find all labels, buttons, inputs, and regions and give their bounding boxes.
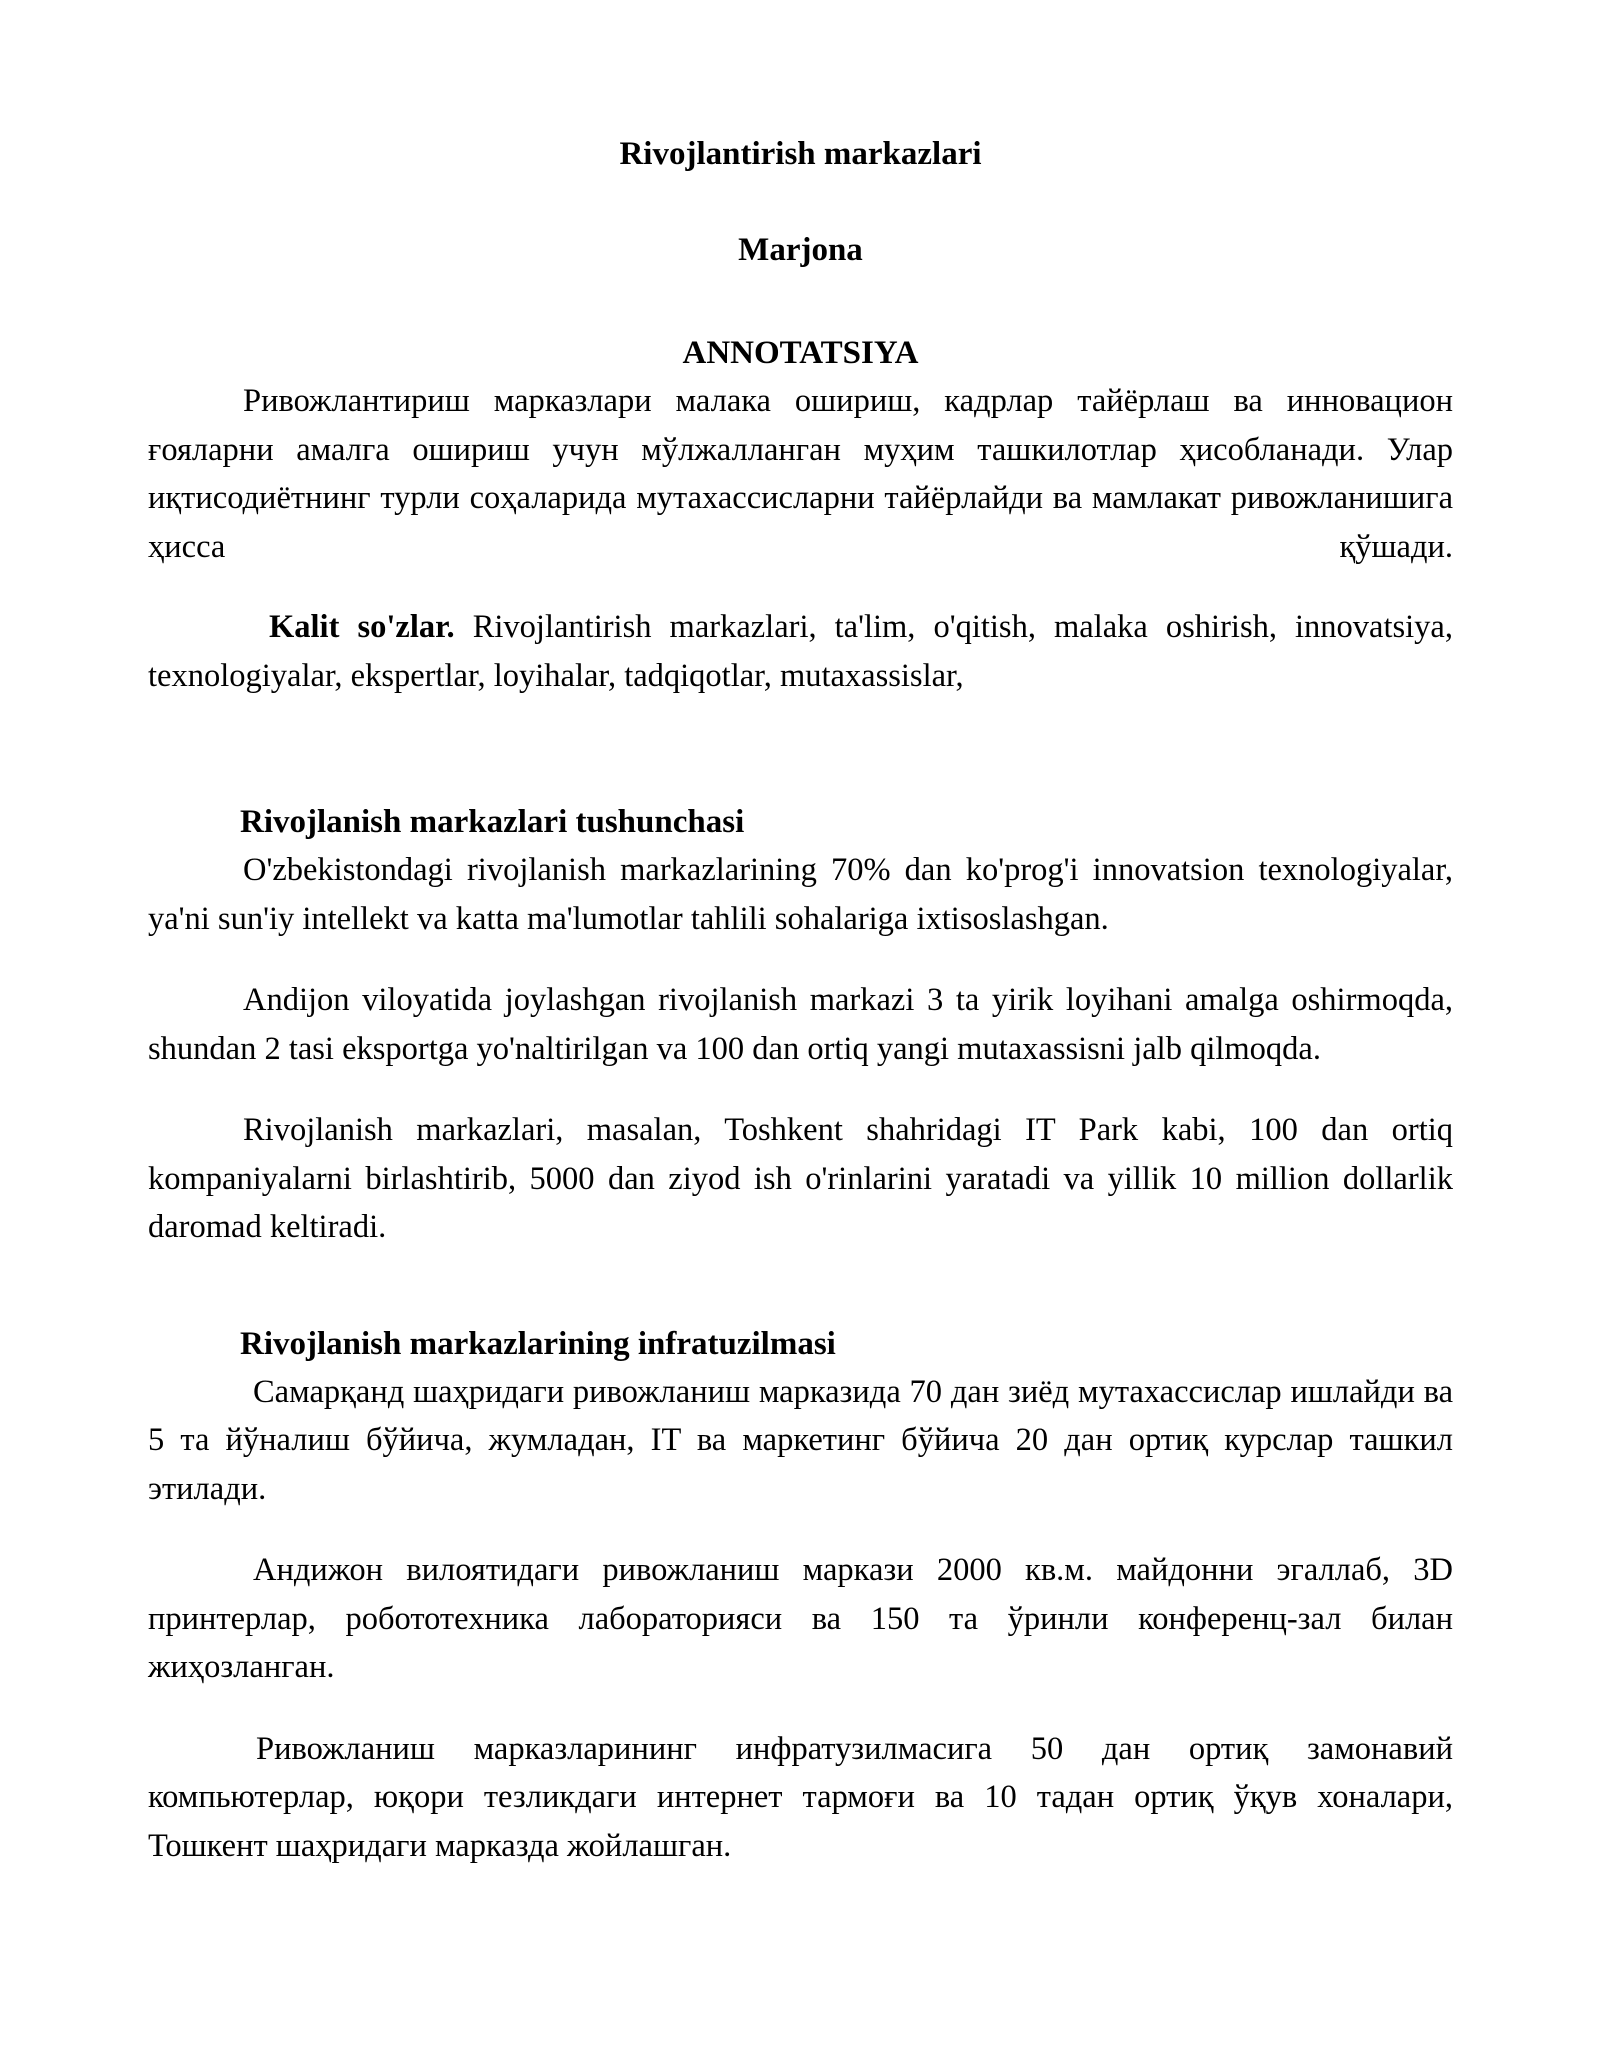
keywords-label: Kalit so'zlar. <box>269 609 455 645</box>
section-paragraph: Самарқанд шаҳридаги ривожланиш марказида 70 дан зиёд мутахассислар ишлайди ва 5 та йўналиш бўйича, жумладан, IT ва маркетинг бўйича 20 дан ортиқ курслар ташкил этилади. <box>148 1373 1453 1507</box>
keywords-list: Rivojlantirish markazlari, ta'lim, o'qitish, malaka oshirish, innovatsiya, texnologiyalar, ekspertlar, loyihalar, tadqiqotlar, mutaxassislar, <box>148 609 1453 694</box>
annotation-paragraph: Ривожлантириш марказлари малака ошириш, кадрлар тайёрлаш ва инновацион ғояларни амалга ошириш учун мўлжалланган муҳим ташкилотлар ҳисобланади. Улар иқтисодиётнинг турли соҳаларида мутахассисларни тайёрлайди ва мамлакат ривожланишига ҳисса қўшади. <box>148 383 1453 565</box>
document-title: Rivojlantirish markazlari <box>619 136 982 172</box>
section-paragraph: O'zbekistondagi rivojlanish markazlarining 70% dan ko'prog'i innovatsion texnologiyalar, ya'ni sun'iy intellekt va katta ma'lumotlar tahlili sohalariga ixtisoslashgan. <box>148 852 1453 937</box>
document-body <box>148 120 1453 1870</box>
keywords-paragraph <box>148 603 1453 700</box>
section-paragraph: Андижон вилоятидаги ривожланиш маркази 2000 кв.м. майдонни эгаллаб, 3D принтерлар, робототехника лабораторияси ва 150 та ўринли конференц-зал билан жиҳозланган. <box>148 1552 1453 1685</box>
section-heading-concept: Rivojlanish markazlari tushunchasi <box>240 804 745 840</box>
annotation-heading: ANNOTATSIYA <box>682 335 919 371</box>
section-paragraph: Ривожланиш марказларининг инфратузилмасига 50 дан ортиқ замонавий компьютерлар, юқори тезликдаги интернет тармоғи ва 10 тадан ортиқ ўқув хоналари, Тошкент шаҳридаги марказда жойлашган. <box>148 1730 1453 1864</box>
section-paragraph: Rivojlanish markazlari, masalan, Toshkent shahridagi IT Park kabi, 100 dan ortiq kompaniyalarni birlashtirib, 5000 dan ziyod ish o'rinlarini yaratadi va yillik 10 million dollarlik daromad keltiradi. <box>148 1112 1453 1245</box>
section-paragraph: Andijon viloyatida joylashgan rivojlanish markazi 3 ta yirik loyihani amalga oshirmoqda, shundan 2 tasi eksportga yo'naltirilgan va 100 dan ortiq yangi mutaxassisni jalb qilmoqda. <box>148 982 1453 1067</box>
document-author: Marjona <box>738 232 863 268</box>
section-heading-infrastructure: Rivojlanish markazlarining infratuzilmasi <box>240 1325 836 1362</box>
